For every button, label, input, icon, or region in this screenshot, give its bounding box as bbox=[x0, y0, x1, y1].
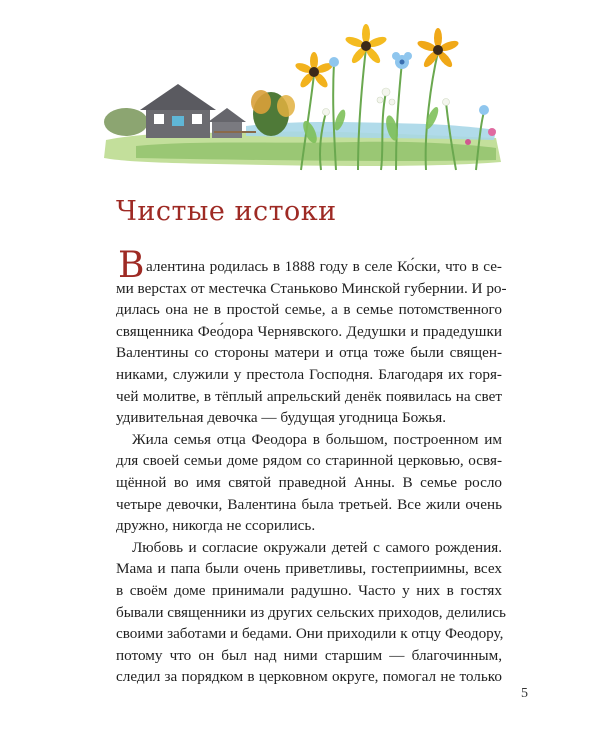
text-line: в своём доме принимали радушно. Часто у них в гостях bbox=[116, 581, 502, 599]
text-line: Мама и папа были очень приветливы, гостеприимны, всех bbox=[116, 560, 502, 578]
text-line: ми верстах от местечка Станьково Минской губернии. И ро- bbox=[116, 279, 507, 297]
body-text bbox=[116, 245, 507, 688]
text-line: следил за порядком в церковном округе, помогал не только bbox=[116, 668, 502, 686]
village-meadow-illustration bbox=[96, 22, 508, 172]
text-line: Жила семья отца Феодора в большом, построенном им bbox=[132, 430, 502, 448]
text-line: для своей семьи доме рядом со старинной церковью, освя- bbox=[116, 452, 502, 470]
text-line: Любовь и согласие окружали детей с самого рождения. bbox=[132, 538, 502, 556]
text-line: священника Фео́дора Чернявского. Дедушки и прадедушки bbox=[116, 322, 502, 340]
text-line: В алентина родилась в 1888 году в селе Ко́ски, что в се- bbox=[118, 245, 502, 286]
text-line: дилась она не в простой семье, а в семье потомственного bbox=[116, 301, 502, 319]
text-line: бывали священники из других сельских приходов, делились bbox=[116, 603, 506, 621]
text-line: Валентины со стороны матери и отца тоже были священ- bbox=[116, 344, 502, 362]
text-line: дружно, никогда не ссорились. bbox=[116, 517, 316, 535]
text-line: чей молитве, в тёплый апрельский денёк появилась на свет bbox=[116, 387, 502, 405]
text-line: щённой во имя святой праведной Анны. В семье росло bbox=[116, 473, 502, 491]
text-line: своими заботами и бедами. Они приходили к отцу Феодору, bbox=[116, 625, 504, 643]
chapter-title: Чистые истоки bbox=[116, 196, 337, 227]
page-number: 5 bbox=[521, 686, 528, 701]
text-line: удивительная девочка — будущая угодница Божья. bbox=[116, 409, 447, 427]
text-line: четыре девочки, Валентина была третьей. Все жили очень bbox=[116, 495, 502, 513]
drop-cap: В bbox=[118, 245, 145, 286]
text-line: потому что он был над ними старшим — благочинным, bbox=[116, 646, 502, 664]
text-line: никами, служили у престола Господня. Благодаря их горя- bbox=[116, 365, 502, 383]
